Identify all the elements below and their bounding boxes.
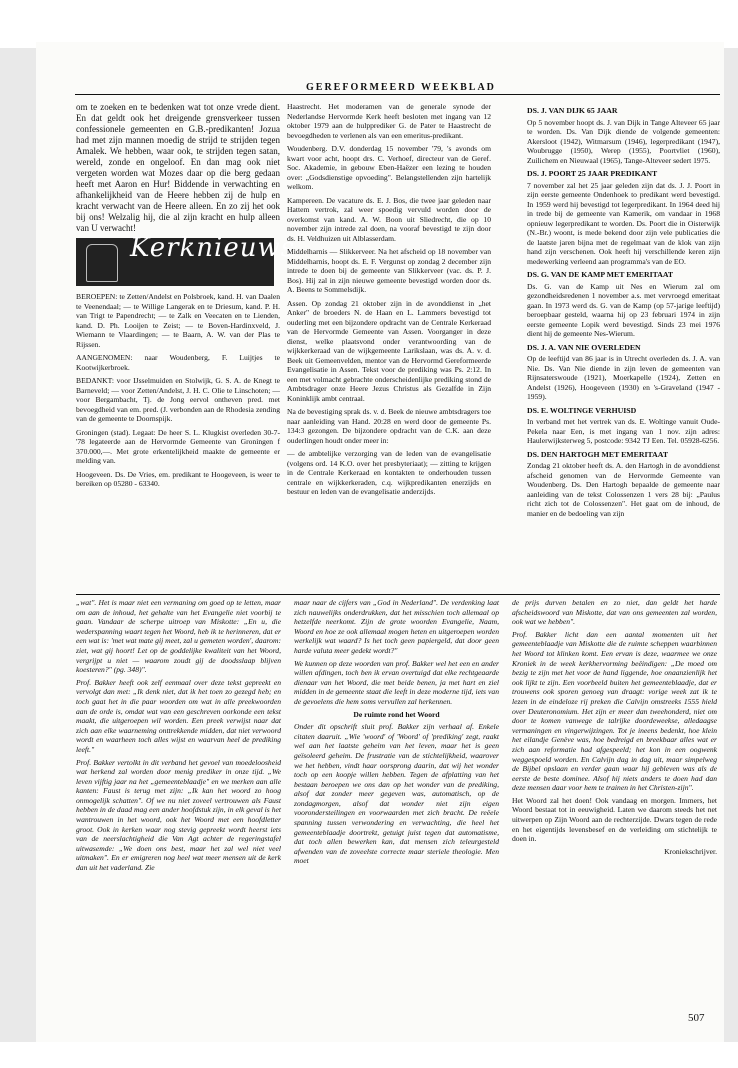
lower-column-left bbox=[76, 598, 281, 876]
haastrecht-paragraph: Haastrecht. Het moderamen van de generale synode der Nederlandse Hervormde Kerk heeft besloten met ingang van 12 oktober 1979 aan de hulpprediker G. de Pater te Haastrecht de bevoegdheden te verlenen als van een emeritus-predikant. bbox=[287, 102, 491, 140]
heading-den-hartogh: DS. DEN HARTOGH MET EMERITAAT bbox=[527, 449, 669, 459]
middelharnis-paragraph: Middelharnis — Slikkerveer. Na het afscheid op 18 november van Middelharnis, hoopt ds. E. F. Vergunst op zondag 2 december zijn intrede te doen bij de gemeente van Slikkerveer (vac. ds. P. J. Bos). Hij zal in zijn nieuwe gemeente bevestigd worden door ds. A. Beens te Sommelsdijk. bbox=[287, 247, 491, 294]
opdracht-paragraph: — de ambtelijke verzorging van de leden van de evangelisatie (volgens ord. 14 K.O. over het presbyteriaat); — zitting te krijgen in de Centrale Kerkeraad en kontakten te onderhouden tussen centrale en wijkkerkeraden, c.q. wijkpredikanten enerzijds en bestuur en leden van de evangelisatie anderzijds. bbox=[287, 449, 491, 496]
woudenberg-paragraph: Woudenberg. D.V. donderdag 15 november '79, 's avonds om kwart voor acht, hoopt drs. C. Verhoef, directeur van de Geref. Soc. Akademie, in gebouw Eben-Haëzer een lezing te houden over: „Godsdienstige opvoeding". Belangstellenden zijn hartelijk welkom. bbox=[287, 144, 491, 191]
column-right bbox=[527, 102, 720, 522]
lower-column-right bbox=[512, 598, 717, 859]
kroniek-paragraph: We kunnen op deze woorden van prof. Bakker wel het een en ander willen afdingen, toch ben ik ervan overtuigd dat elke rechtgeaarde dienaar van het Woord, die met beide benen, ja met hart en ziel midden in de gemeente staat die leeft in deze moderne tijd, iets van de gevoelens die hem soms vervullen zal herkennen. bbox=[294, 658, 499, 706]
van-nie-paragraph: Op de leeftijd van 86 jaar is in Utrecht overleden ds. J. A. van Nie. Ds. Van Nie diende in zijn leven de gemeenten van Rijnsaterswoude (1921), Moerkapelle (1924), Zetten en Andelst (1926), Hoogeveen (1930) en 's-Graveland (1947 - 1959). bbox=[527, 354, 720, 401]
kroniek-paragraph: Prof. Bakker vertolkt in dit verband het gevoel van moedeloosheid wat herkend zal worden door menig prediker in onze tijd. „We leven vijftig jaar na het „gemeenteblaadje" en we merken aan alle kanten: Faust is terug met zijn: „Ik kan het woord zo hoog onmogelijk schatten". Of we nu niet zoveel vertrouwen als Faust hebben in de daad mag een ander hoofdstuk zijn, in elk geval is het wantrouwen in het woord, ook het Woord met een hoofdletter groot. Ook in kerken waar nog stevig gepreekt wordt heerst iets van de neerslachtigheid die Van Agt achter de regeringstafel uitwasemde: „We doen ons best, maar het zal wel niet veel uitmaken". En er emigreren nog heel wat meer mensen uit de kerk dan uit het vaderland. Zie bbox=[76, 757, 281, 873]
page-header: GEREFORMEERD WEEKBLAD bbox=[306, 82, 496, 93]
kroniek-paragraph: Prof. Bakker heeft ook zelf eenmaal over deze tekst gepreekt en vervolgt dan met: „Ik denk niet, dat ik het toen zo gezegd heb; en toch gaat het in die paar woorden om wat in alle preekwoorden aan de orde is, omdat wat van een geschreven oorkonde een tekst maakt, die uitgeroepen wil worden. Een preek verwijst naar dat zich aan elke waarneming onttrekkende midden, dat niet verwoord wordt en waarheen toch alles wijst en waarvan heel de prediking leeft." bbox=[76, 677, 281, 754]
subheading-ruimte: De ruimte rond het Woord bbox=[353, 709, 440, 719]
beroepen-paragraph: BEROEPEN: te Zetten/Andelst en Polsbroek, kand. H. van Daalen te Veenendaal; — te Willige Langerak en te Driesum, kand. P. H. van Trigt te Papendrecht; — te Zalk en Veecaten en te Lienden, kand. D. Ph. Looijen te Zeist; — te Boven-Hardinxveld, J. Wiemann te Vlaardingen; — te Baarn, A. W. van der Plas te Rijssen. bbox=[76, 292, 280, 349]
hoogeveen-paragraph: Hoogeveen. Ds. De Vries, em. predikant te Hoogeveen, is weer te bereiken op 05280 - 63340. bbox=[76, 469, 280, 488]
signature: Kroniekschrijver. bbox=[664, 846, 717, 856]
header-rule bbox=[75, 94, 720, 95]
column-middle bbox=[287, 102, 491, 501]
kroniek-paragraph: maar naar de cijfers van „God in Nederland". De verdenking laat zich nauwelijks onderdrukken, dat het misschien toch allemaal op hetzelfde neerkomt. Zijn de grote woorden Evangelie, Naam, Woord en hoe ze ook allemaal mogen heten en uitgeroepen worden werkelijk wat waard? Is het toch geen papiergeld, dat door geen harde valuta meer gedekt wordt?" bbox=[294, 598, 499, 655]
kroniek-paragraph: „wat". Het is maar niet een vermaning om goed op te letten, maar om aan de inhoud, het gehalte van het Evangelie niet voorbij te gaan. Vandaar de scherpe uitroep van Miskotte: „En u, die wederspanning waart tegen het Woord, heb ik te herinneren, dat er een wat is: 'met wat mate gij meet, zal u gemeten worden', daarom: ziet, wat gij hoort! Let op de goddelijke kwaliteit van het Woord, vergrijpt u niet — waarom zoudt gij de doodsslaap blijven koesteren?" (pg. 348)". bbox=[76, 598, 281, 675]
scan-top-margin bbox=[0, 0, 738, 48]
page-number: 507 bbox=[688, 1012, 705, 1024]
aangenomen-paragraph: AANGENOMEN: naar Woudenberg, F. Luijtjes te Kootwijkerbroek. bbox=[76, 353, 280, 372]
woltinge-paragraph: In verband met het vertrek van ds. E. Woltinge vanuit Oude-Pekela naar Een, is met ingang van 1 nov. zijn adres: Haulerwijksterweg 5, postcode: 9342 TJ Een. Tel. 05928-6256. bbox=[527, 417, 720, 445]
den-hartogh-paragraph: Zondag 21 oktober heeft ds. A. den Hartogh in de avonddienst afscheid genomen van de Hervormde Gemeente van Woudenberg. Ds. Den Hartogh bepaalde de gemeente naar aanleiding van de tekst Colossenzen 1 vers 28 bij: „Paulus richt zich tot de Colossenzen". Het gaat om de inhoud, de manier en de bedoeling van zijn bbox=[527, 461, 720, 518]
heading-van-dijk: DS. J. VAN DIJK 65 JAAR bbox=[527, 106, 618, 115]
heading-van-nie: DS. J. A. VAN NIE OVERLEDEN bbox=[527, 342, 641, 352]
bedankt-paragraph: BEDANKT: voor IJsselmuiden en Stolwijk, G. S. A. de Knegt te Barneveld; — voor Zetten/Andelst, J. H. C. Olie te Linschoten; — voor Bergambacht, Tj. de Jong eervol ontheven pred. met bevoegdheid van em. pred. (J. verbonden aan de Rhodesia zending van de gemeente te Doornspijk. bbox=[76, 376, 280, 423]
intro-paragraph: om te zoeken en te bedenken wat tot onze vrede dient. En dat geldt ook het dreigende grensverkeer tussen confessionele gemeenten en G.B.-predikanten! Jozua had met zijn mannen moedig de strijd te strijden tegen Amalek. We hebben, waar ook, te strijden tegen satan, wereld, zonde en ongeloof. En dan mag ook niet vergeten worden wat Mozes daar op die berg gedaan heeft met Aaron en Hur! Biddende in verwachting en afhankelijkheid van de Heere hebben zij de hulp en kracht verwacht van de Heere alleen. En zo zij het ook bij ons! Welzalig hij, die al zijn kracht en hulp alleen van U verwacht! bbox=[76, 102, 280, 233]
heading-poort: DS. J. POORT 25 JAAR PREDIKANT bbox=[527, 169, 658, 178]
heading-van-de-kamp: DS. G. VAN DE KAMP MET EMERITAAT bbox=[527, 270, 674, 279]
kroniek-paragraph: de prijs durven betalen en zo niet, dan geldt het harde afscheidswoord van Miskotte, dat van ons gemeenten zal worden, ook wat we hebben". bbox=[512, 598, 717, 627]
groningen-paragraph: Groningen (stad). Legaat: De heer S. L. Klugkist overleden 30-7-'78 legateerde aan de Hervormde Gemeente van Groningen f 370.000,—. Met grote erkentelijkheid maakte de gemeente er melding van. bbox=[76, 427, 280, 465]
section-divider bbox=[76, 594, 720, 595]
lower-column-middle bbox=[294, 598, 499, 869]
column-left bbox=[76, 102, 296, 493]
heading-woltinge: DS. E. WOLTINGE VERHUISD bbox=[527, 405, 637, 415]
kampereen-paragraph: Kampereen. De vacature ds. E. J. Bos, die twee jaar geleden naar Hattem vertrok, zal weer spoedig vervuld worden door de overkomst van kand. A. W. Boon uit Sliedrecht, die op 10 november zijn intrede zal doen, na vooraf bevestigd te zijn door ds. H. Veldhuizen uit Alblasserdam. bbox=[287, 195, 491, 243]
van-de-kamp-paragraph: Ds. G. van de Kamp uit Nes en Wierum zal om gezondheidsredenen 1 november a.s. met vervroegd emeritaat gaan. In 1973 werd ds. G. van de Kamp (op 57-jarige leeftijd) beroepbaar gesteld, waarna hij op 23 februari 1974 in zijn eerste gemeente Lopik werd bevestigd. Sinds 23 mei 1976 dient hij de gemeente Nes-Wierum. bbox=[527, 281, 720, 338]
bevestiging-paragraph: Na de bevestiging sprak ds. v. d. Beek de nieuwe ambtsdragers toe naar aanleiding van Hand. 20:28 en werd door de gemeente Ps. 134:3 gezongen. De bijzondere opdracht van de C.K. aan deze ouderlingen houdt onder meer in: bbox=[287, 407, 491, 445]
kerknieuws-banner bbox=[76, 233, 296, 286]
scan-bottom-margin bbox=[0, 1042, 738, 1068]
lamp-icon bbox=[86, 244, 118, 282]
poort-paragraph: 7 november zal het 25 jaar geleden zijn dat ds. J. J. Poort in zijn eerste gemeente Ondenhoek to predikant werd bevestigd. In 1959 werd hij bevestigd tot legerpredikant. In 1964 deed hij in trede bij de gemeente van Kamerik, om vandaar in 1968 opnieuw legerpredikant te worden. Ds. Poort die in Oisterwijk (N.-Br.) woont, is mede bekend door zijn vele publicaties die de laatste jaren bijna met de regelmaat van de klok van zijn hand zijn verschenen. Ook heeft hij verschillende keren zijn medewerking verleend aan programma's van de EO. bbox=[527, 180, 720, 266]
kroniek-paragraph: Onder dit opschrift sluit prof. Bakker zijn verhaal af. Enkele citaten daaruit. „Wie 'woord' of 'Woord' of 'prediking' zegt, raakt wel aan het laatste geheim van het leven, maar het is geen geïsoleerd geheim. De frustratie van de stichtelijkheid, waarover we het hebben, vindt haar oorsprong daarin, dat wij het wonder toch op een koopje willen hebben. Tegen de afplatting van het bestaan beroepen we ons dan op het wonder van de prediking, alsof dat zonder meer gegeven was, automatisch, op de zondagmorgen, alsof dat wonder niet zijn eigen voorondersteilingen en voorwaarden met zich bracht. De reëele spanning tussen verwondering en verwachting, die heel het gemeenteblaadje doortrekt, getuigt juist tegen dat automatisme, dat toch allen bewerken kan, dat mensen zich teleurgesteld afwenden van de zoveelste correcte maar steriele theologie. Men moet bbox=[294, 722, 499, 866]
kroniek-paragraph: Prof. Bakker licht dan een aantal momenten uit het gemeenteblaadje van Miskotte die de ruimte scheppen waarbinnen het Woord tot klinken komt. Een ervan is deze, waarmee we onze Kroniek in de week kerkhervorming beëindigen: „De moed om bezig te zijn met het voor de hand liggende, hoe onaanzienlijk het ook lijkt te zijn. Een voorbeeld buiten het gemeenteblaadje, dat er trouwens ook sporen genoeg van draagt: vorige week zat ik te lezen in de eindeloze rij preken die Calvijn omstreeks 1555 hield over Deuteronomium. Het zijn er meer dan tweehonderd, niet om door te komen vanwege de talrijke doordeweekse, alledaagse vermaningen en vingerwijzingen. Tot je ineens bedenkt, hoe klein het eilandje Genève was, hoe bedreigd en breekbaar alles wat er zich aan reformatie had afgespeeld; het kon in een oogwenk weggespoeld worden. En Calvijn dag in dag uit, maar simpelweg de Bijbel opslaan en verder gaan waar hij gebleven was als de eerste de beste dominee. Alsof hij niets anders te doen had dan deze mensen daar voor hem te trainen in het Christen-zijn". bbox=[512, 629, 717, 793]
banner-title: Kerknieuws bbox=[130, 233, 296, 263]
van-dijk-paragraph: Op 5 november hoopt ds. J. van Dijk in Tange Alteveer 65 jaar te worden. Ds. Van Dijk diende de volgende gemeenten: Akersloot (1942), Witmarsum (1946), legerpredikant (1947), Woubrugge (1950), Werep (1955), Poortvliet (1960), Zuilichem en Nieuwaal (1965), Tange-Alteveer sedert 1975. bbox=[527, 117, 720, 165]
kroniek-paragraph: Het Woord zal het doen! Ook vandaag en morgen. Immers, het Woord bestaat tot in eeuwigheid. Laten we daarom steeds het net uitwerpen op Zijn Woord aan de rechterzijde. Dwars tegen de rede en het eigentijds levensbesef en de verleiding om stichtelijk te doen in. bbox=[512, 795, 717, 844]
assen-paragraph: Assen. Op zondag 21 oktober zijn in de avonddienst in „het Anker" de broeders N. de Haan en L. Lammers bevestigd tot ouderling met een bijzondere opdracht van de Centrale Kerkeraad van de Hervormde Gemeente van Assen. Voorganger in deze dienst, welke plaatsvond onder verantwoording van de wijkkerkeraad van de wijkgemeente Larikslaan, was ds. A. v. d. Beek uit Gemeenvelden, mentor van de Hervormd Gereformeerde Evangelisatie in Assen. Tekst voor de prediking was Ps. 2:12. In een met volmacht gebrachte onderscheidenlijke prediking stond de Ambtsdrager onze Heere Jezus Christus als Gezalfde in Zijn Koninklijk ambt centraal. bbox=[287, 298, 491, 403]
